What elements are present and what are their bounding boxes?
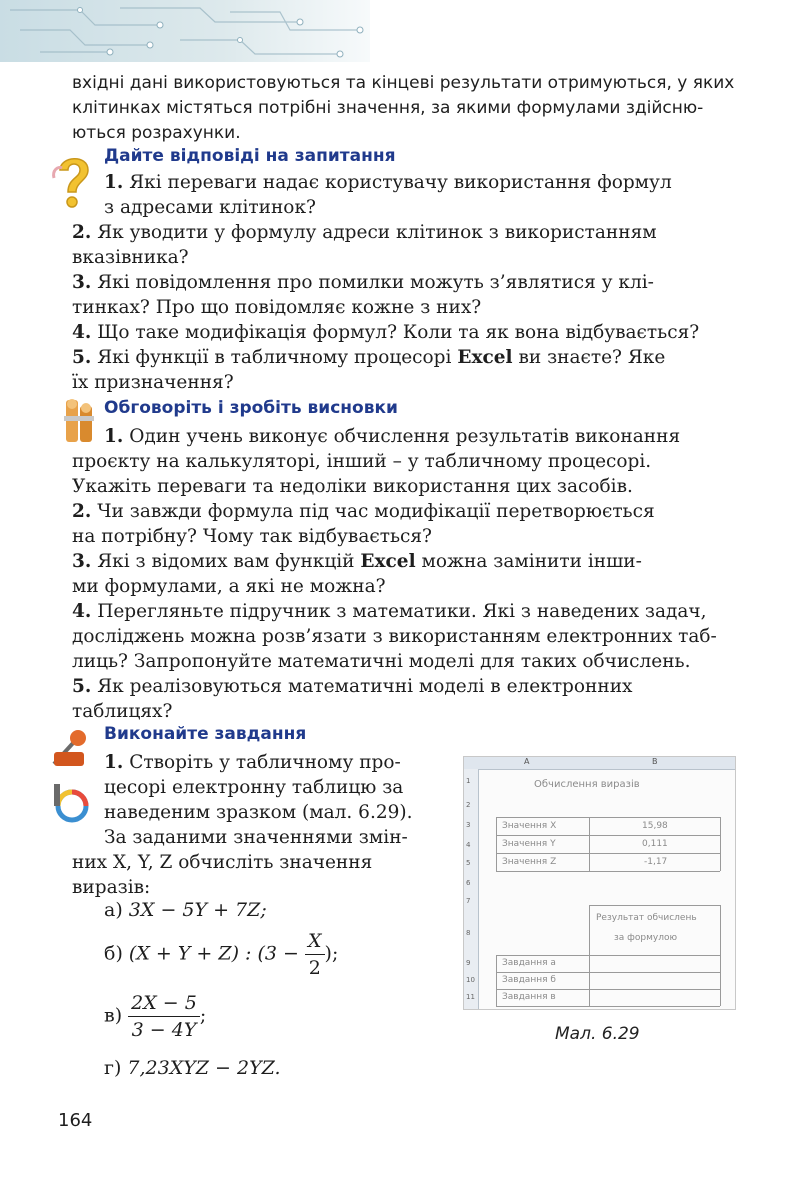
fraction xyxy=(305,928,325,981)
item-text: Один учень виконує обчислення результатів виконання xyxy=(129,426,681,447)
question-text: Які переваги надає користувачу використання формул xyxy=(129,172,672,193)
discussion-item xyxy=(72,674,632,699)
item-number: 1. xyxy=(104,426,124,447)
task-text-line: За заданими значеннями змін- xyxy=(104,827,408,848)
question-item xyxy=(72,220,657,245)
discussion-item xyxy=(72,599,707,624)
result-header-cell: за формулою xyxy=(614,933,678,943)
item-text-line: Укажіть переваги та недоліки використання цих засобів. xyxy=(72,476,633,497)
circuit-pattern-icon xyxy=(0,0,370,62)
item-text: Чи завжди формула під час модифікації перетворюється xyxy=(97,501,655,522)
expression-formula: 7,23XYZ − 2YZ. xyxy=(127,1057,281,1079)
question-text: Які функції в табличному процесорі xyxy=(97,347,452,368)
expression-formula: 3X − 5Y + 7Z; xyxy=(128,899,267,921)
fraction-numerator: X xyxy=(305,928,325,955)
expression-suffix: ; xyxy=(199,1004,207,1027)
intro-line: ються розрахунки. xyxy=(72,123,241,143)
fraction-numerator: 2X − 5 xyxy=(128,990,200,1017)
fraction-denominator: 3 − 4Y xyxy=(131,1019,197,1041)
question-number: 5. xyxy=(72,347,92,368)
item-text: Які з відомих вам функцій xyxy=(97,551,355,572)
intro-paragraph xyxy=(72,71,738,146)
task-label-cell: Завдання б xyxy=(502,975,556,985)
expression-a xyxy=(104,899,267,921)
question-mark-icon xyxy=(50,152,96,212)
task-text-line: цесорі електронну таблицю за xyxy=(104,777,404,798)
discussion-item xyxy=(104,424,680,449)
column-header-bar xyxy=(464,757,735,770)
variable-label-cell: Значення Y xyxy=(502,839,556,849)
task-label-cell: Завдання в xyxy=(502,992,556,1002)
question-number: 2. xyxy=(72,222,92,243)
item-text-line: ми формулами, а які не можна? xyxy=(72,576,386,597)
question-item xyxy=(72,320,699,345)
question-text-line: їх призначення? xyxy=(72,372,234,393)
task-text: Створіть у табличному про- xyxy=(129,752,401,773)
item-text: Перегляньте підручник з математики. Які з наведених задач, xyxy=(97,601,707,622)
question-number: 1. xyxy=(104,172,124,193)
expression-label: г) xyxy=(104,1057,122,1079)
computer-task-icon xyxy=(52,782,92,826)
question-text-line: вказівника? xyxy=(72,247,189,268)
column-header-a: A xyxy=(524,757,530,766)
sheet-title-cell: Обчислення виразів xyxy=(534,779,640,790)
expression-suffix: ); xyxy=(324,942,339,965)
task-number: 1. xyxy=(104,752,124,773)
item-text-line: таблицях? xyxy=(72,701,173,722)
discussion-item xyxy=(72,499,655,524)
discussion-figures-icon xyxy=(62,396,98,446)
question-text: Які повідомлення про помилки можуть з’являтися у клі- xyxy=(97,272,654,293)
result-header-cell: Результат обчислень xyxy=(596,913,697,923)
expression-label: б) xyxy=(104,942,123,965)
row-number-bar: 1 2 3 4 5 6 7 8 9 10 11 xyxy=(464,769,479,1010)
task-text-line: них X, Y, Z обчисліть значення xyxy=(72,852,373,873)
item-text: можна замінити інши- xyxy=(421,551,642,572)
item-number: 2. xyxy=(72,501,92,522)
question-text: ви знаєте? Яке xyxy=(518,347,666,368)
variable-value-cell: -1,17 xyxy=(644,857,668,867)
question-text-line: тинках? Про що повідомляє кожне з них? xyxy=(72,297,482,318)
item-text-line: на потрібну? Чому так відбувається? xyxy=(72,526,432,547)
expression-label: а) xyxy=(104,899,123,921)
item-text-line: проєкту на калькуляторі, інший – у табличному процесорі. xyxy=(72,451,652,472)
spreadsheet-figure xyxy=(463,756,736,1010)
question-text-line: з адресами клітинок? xyxy=(104,197,316,218)
header-decoration xyxy=(0,0,370,62)
section-title-tasks: Виконайте завдання xyxy=(104,724,307,744)
excel-term: Excel xyxy=(360,551,416,572)
expression-formula: (X + Y + Z) : (3 − xyxy=(128,942,299,965)
item-number: 3. xyxy=(72,551,92,572)
item-text-line: досліджень можна розв’язати з використанням електронних таб- xyxy=(72,626,717,647)
question-item xyxy=(72,345,665,370)
question-number: 4. xyxy=(72,322,92,343)
task-label-cell: Завдання а xyxy=(502,958,556,968)
item-number: 4. xyxy=(72,601,92,622)
fraction-denominator: 2 xyxy=(308,957,321,979)
expression-c xyxy=(104,990,206,1043)
question-item xyxy=(72,270,654,295)
discussion-item xyxy=(72,549,642,574)
task-item xyxy=(104,750,401,775)
item-text: Як реалізовуються математичні моделі в електронних xyxy=(97,676,633,697)
item-number: 5. xyxy=(72,676,92,697)
intro-line: клітинках містяться потрібні значення, за якими формулами здійсню- xyxy=(72,98,704,118)
intro-line: вхідні дані використовуються та кінцеві результати отримуються, у яких xyxy=(72,73,735,93)
task-text-line: наведеним зразком (мал. 6.29). xyxy=(104,802,413,823)
question-text: Що таке модифікація формул? Коли та як вона відбувається? xyxy=(97,322,700,343)
question-text: Як уводити у формулу адреси клітинок з використанням xyxy=(97,222,657,243)
figure-caption: Мал. 6.29 xyxy=(555,1024,640,1044)
question-number: 3. xyxy=(72,272,92,293)
column-header-b: B xyxy=(652,757,658,766)
excel-term: Excel xyxy=(457,347,513,368)
expression-d xyxy=(104,1057,281,1079)
expression-label: в) xyxy=(104,1004,123,1027)
fraction xyxy=(128,990,200,1043)
expression-b xyxy=(104,928,338,981)
page-number: 164 xyxy=(58,1110,93,1131)
section-title-questions: Дайте відповіді на запитання xyxy=(104,146,396,166)
variable-value-cell: 15,98 xyxy=(642,821,668,831)
question-item xyxy=(104,170,672,195)
task-text-line: виразів: xyxy=(72,877,151,898)
variable-label-cell: Значення X xyxy=(502,821,557,831)
tools-icon xyxy=(48,724,96,770)
section-title-discussion: Обговоріть і зробіть висновки xyxy=(104,398,398,418)
variable-label-cell: Значення Z xyxy=(502,857,557,867)
variable-value-cell: 0,111 xyxy=(642,839,668,849)
item-text-line: лиць? Запропонуйте математичні моделі для таких обчислень. xyxy=(72,651,691,672)
